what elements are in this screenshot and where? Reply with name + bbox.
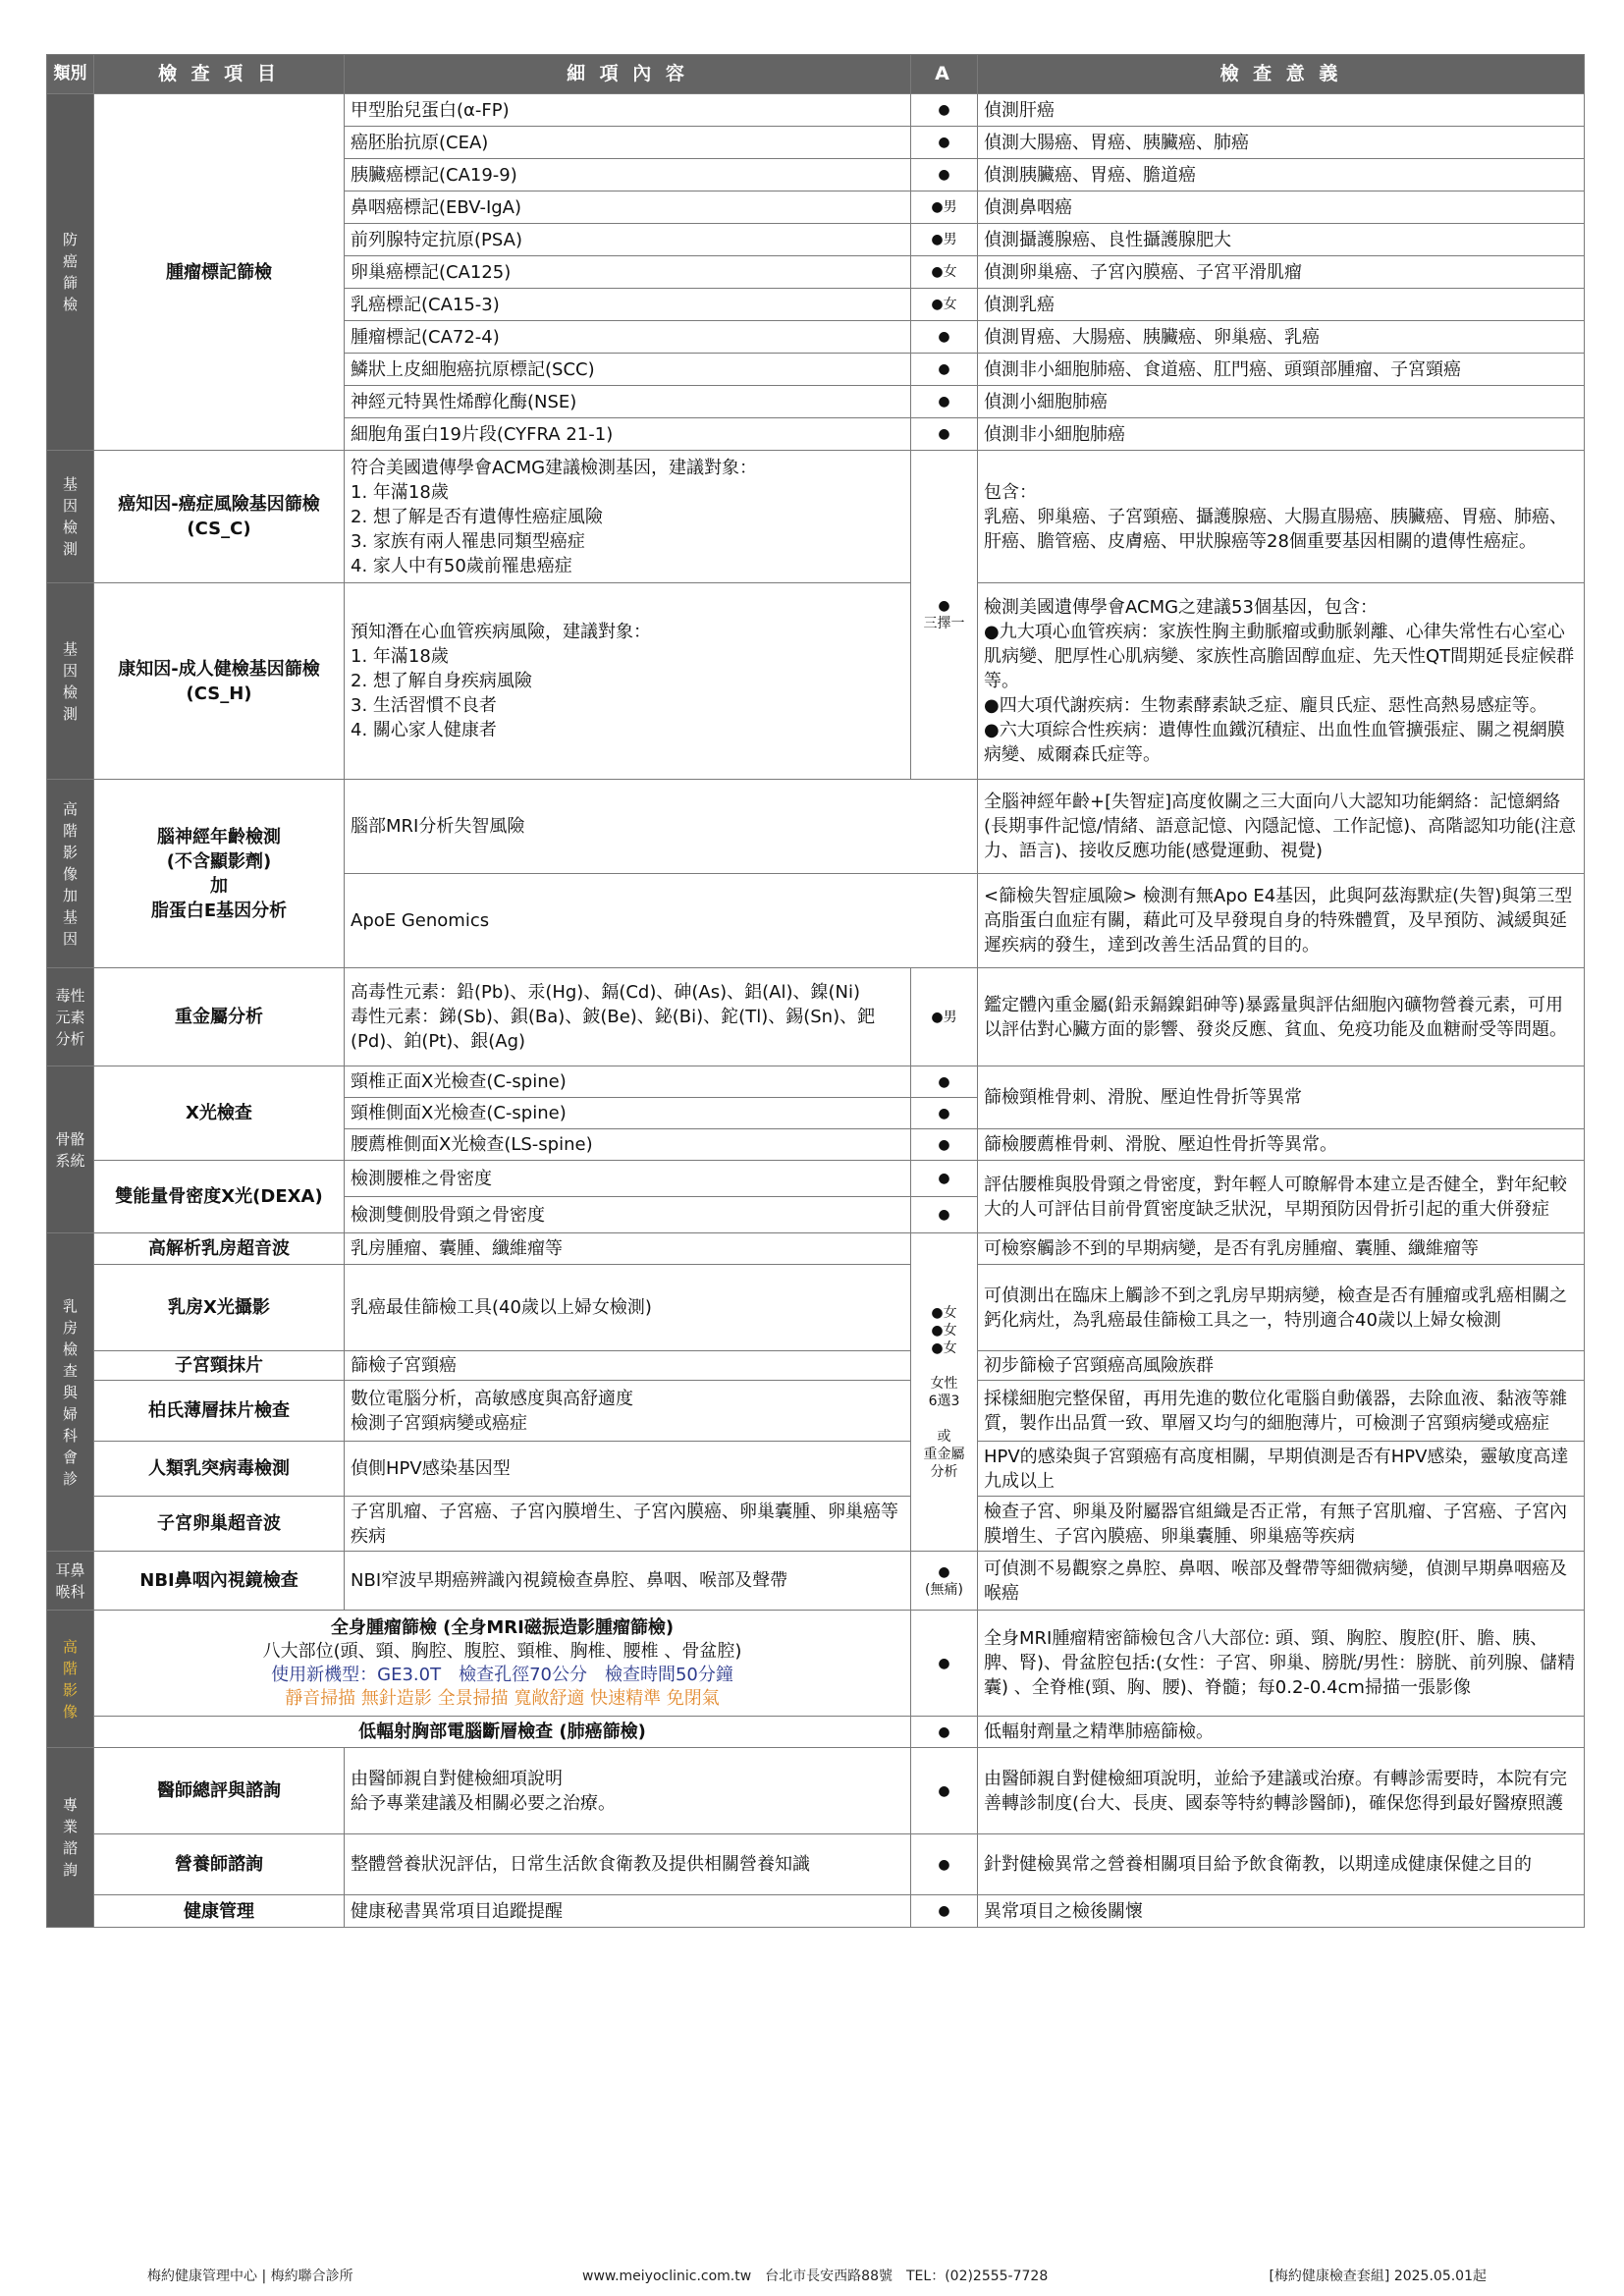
category-advanced-imaging-gene: 高 階 影 像 加 基 因 xyxy=(47,780,94,968)
purpose-cell: 可偵測出在臨床上觸診不到之乳房早期病變，檢查是否有腫瘤或乳癌相關之鈣化病灶，為乳癌最佳篩檢工具之一，特別適合40歲以上婦女檢測 xyxy=(978,1265,1585,1351)
a-cell: ●女 xyxy=(911,256,978,289)
a-cell: ● xyxy=(911,418,978,451)
table-row xyxy=(47,780,1585,874)
purpose-cell: 偵測大腸癌、胃癌、胰臟癌、肺癌 xyxy=(978,127,1585,159)
table-row xyxy=(47,1066,1585,1098)
detail-cell: 神經元特異性烯醇化酶(NSE) xyxy=(345,386,911,418)
header-row xyxy=(47,55,1585,94)
item-xray: X光檢查 xyxy=(94,1066,345,1161)
table-row xyxy=(47,1265,1585,1351)
full-body-mri-l3: 使用新機型：GE3.0T 檢查孔徑70公分 檢查時間50分鐘 xyxy=(271,1664,733,1685)
table-row xyxy=(47,1497,1585,1552)
category-ent: 耳鼻 喉科 xyxy=(47,1552,94,1611)
checkup-sheet xyxy=(46,54,1584,1928)
footer-right: [梅約健康檢查套組] 2025.05.01起 xyxy=(1269,2269,1487,2284)
purpose-cell: 初步篩檢子宮頸癌高風險族群 xyxy=(978,1351,1585,1381)
detail-cell: 整體營養狀況評估，日常生活飲食衛教及提供相關營養知識 xyxy=(345,1834,911,1895)
purpose-cell: 篩檢腰薦椎骨刺、滑脫、壓迫性骨折等異常。 xyxy=(978,1129,1585,1161)
table-row xyxy=(47,968,1585,1066)
item-tumor-markers: 腫瘤標記篩檢 xyxy=(94,94,345,451)
purpose-cell: HPV的感染與子宮頸癌有高度相關，早期偵測是否有HPV感染，靈敏度高達九成以上 xyxy=(978,1442,1585,1497)
purpose-cell: 由醫師親自對健檢細項說明，並給予建議或治療。有轉診需要時，本院有完善轉診制度(台大、長庚、國泰等特約轉診醫師)，確保您得到最好醫療照護 xyxy=(978,1748,1585,1834)
purpose-cell: 偵測小細胞肺癌 xyxy=(978,386,1585,418)
table-row xyxy=(47,1834,1585,1895)
purpose-cell: 檢測美國遺傳學會ACMG之建議53個基因，包含： ●九大項心血管疾病：家族性胸主動脈瘤或動脈剝離、心律失常性右心室心肌病變、肥厚性心肌病變、家族性高膽固醇血症、先天性QT間期延長症候群等。 ●四大項代謝疾病：生物素酵素缺乏症、龐貝氏症、惡性高熱易感症等。 ●六大項綜合性疾病：遺傳性血鐵沉積症、出血性血管擴張症、關之視網膜病變、威爾森氏症等。 xyxy=(978,583,1585,780)
full-body-mri-cell xyxy=(94,1611,911,1717)
header-a: A xyxy=(911,55,978,94)
purpose-cell: 偵測胃癌、大腸癌、胰臟癌、卵巢癌、乳癌 xyxy=(978,321,1585,354)
a-cell: ● xyxy=(911,354,978,386)
detail-cell: 腦部MRI分析失智風險 xyxy=(345,780,978,874)
table-row xyxy=(47,583,1585,780)
purpose-cell: 偵測肝癌 xyxy=(978,94,1585,127)
category-advanced-imaging: 高 階 影 像 xyxy=(47,1611,94,1748)
category-gene-test-1: 基 因 檢 測 xyxy=(47,451,94,583)
a-cell: ● xyxy=(911,1895,978,1928)
detail-cell: 符合美國遺傳學會ACMG建議檢測基因，建議對象： 1. 年滿18歲 2. 想了解是否有遺傳性癌症風險 3. 家族有兩人罹患同類型癌症 4. 家人中有50歲前罹患癌症 xyxy=(345,451,911,583)
detail-cell: 頸椎正面X光檢查(C-spine) xyxy=(345,1066,911,1098)
table-row xyxy=(47,1717,1585,1748)
a-cell: ● xyxy=(911,1129,978,1161)
a-cell: ● xyxy=(911,386,978,418)
category-consultation: 專 業 諮 詢 xyxy=(47,1748,94,1928)
detail-cell: 數位電腦分析，高敏感度與高舒適度 檢測子宮頸病變或癌症 xyxy=(345,1381,911,1442)
detail-cell: 卵巢癌標記(CA125) xyxy=(345,256,911,289)
a-cell: ● xyxy=(911,1748,978,1834)
item-cell: 醫師總評與諮詢 xyxy=(94,1748,345,1834)
detail-cell: 篩檢子宮頸癌 xyxy=(345,1351,911,1381)
a-cell: ● xyxy=(911,321,978,354)
purpose-cell: 偵測乳癌 xyxy=(978,289,1585,321)
detail-cell: 鼻咽癌標記(EBV-IgA) xyxy=(345,191,911,224)
item-cell: 營養師諮詢 xyxy=(94,1834,345,1895)
a-cell: ● xyxy=(911,127,978,159)
detail-cell: 腰薦椎側面X光檢查(LS-spine) xyxy=(345,1129,911,1161)
purpose-cell: <篩檢失智症風險> 檢測有無Apo E4基因，此與阿茲海默症(失智)與第三型高脂蛋白血症有關，藉此可及早發現自身的特殊體質，及早預防、減緩與延遲疾病的發生，達到改善生活品質的目的。 xyxy=(978,874,1585,968)
detail-cell: 檢測雙側股骨頸之骨密度 xyxy=(345,1197,911,1233)
detail-cell: 胰臟癌標記(CA19-9) xyxy=(345,159,911,191)
footer-left: 梅約健康管理中心 | 梅約聯合診所 xyxy=(147,2269,353,2284)
purpose-cell: 可檢察觸診不到的早期病變，是否有乳房腫瘤、囊腫、纖維瘤等 xyxy=(978,1233,1585,1265)
table-row xyxy=(47,1351,1585,1381)
table-row xyxy=(47,1161,1585,1197)
purpose-cell: 偵測卵巢癌、子宮內膜癌、子宮平滑肌瘤 xyxy=(978,256,1585,289)
item-dexa: 雙能量骨密度X光(DEXA) xyxy=(94,1161,345,1233)
category-toxic-elements: 毒性 元素 分析 xyxy=(47,968,94,1066)
item-cs-h: 康知因-成人健檢基因篩檢 (CS_H) xyxy=(94,583,345,780)
a-cell: ● xyxy=(911,159,978,191)
purpose-cell: 針對健檢異常之營養相關項目給予飲食衛教，以期達成健康保健之目的 xyxy=(978,1834,1585,1895)
purpose-cell: 偵測鼻咽癌 xyxy=(978,191,1585,224)
detail-cell: 高毒性元素：鉛(Pb)、汞(Hg)、鎘(Cd)、砷(As)、鋁(Al)、鎳(Ni) 毒性元素：銻(Sb)、鋇(Ba)、鈹(Be)、鉍(Bi)、鉈(Tl)、錫(Sn)、鈀(Pd)、鉑(Pt)、銀(Ag) xyxy=(345,968,911,1066)
item-ldct: 低輻射胸部電腦斷層檢查 (肺癌篩檢) xyxy=(94,1717,911,1748)
item-nbi: NBI鼻咽內視鏡檢查 xyxy=(94,1552,345,1611)
a-gene-choice: ● 三擇一 xyxy=(911,451,978,780)
detail-cell: 乳癌標記(CA15-3) xyxy=(345,289,911,321)
a-cell: ● xyxy=(911,1717,978,1748)
detail-cell: 頸椎側面X光檢查(C-spine) xyxy=(345,1098,911,1129)
table-body xyxy=(47,94,1585,1928)
a-cell: ● xyxy=(911,1197,978,1233)
purpose-cell: 偵測非小細胞肺癌、食道癌、肛門癌、頭頸部腫瘤、子宮頸癌 xyxy=(978,354,1585,386)
a-cell: ● xyxy=(911,1161,978,1197)
purpose-cell: 異常項目之檢後關懷 xyxy=(978,1895,1585,1928)
category-cancer-screening: 防 癌 篩 檢 xyxy=(47,94,94,451)
category-skeletal: 骨骼 系統 xyxy=(47,1066,94,1233)
detail-cell: 乳房腫瘤、囊腫、纖維瘤等 xyxy=(345,1233,911,1265)
purpose-cell: 偵測攝護腺癌、良性攝護腺肥大 xyxy=(978,224,1585,256)
full-body-mri-l4: 靜音掃描 無針造影 全景掃描 寬敞舒適 快速精準 免閉氣 xyxy=(285,1687,720,1709)
table-row xyxy=(47,1611,1585,1717)
a-cell: ●男 xyxy=(911,224,978,256)
table-row xyxy=(47,1233,1585,1265)
item-heavy-metal: 重金屬分析 xyxy=(94,968,345,1066)
item-cell: 人類乳突病毒檢測 xyxy=(94,1442,345,1497)
category-gene-test-2: 基 因 檢 測 xyxy=(47,583,94,780)
header-detail: 細 項 內 容 xyxy=(345,55,911,94)
detail-cell: 癌胚胎抗原(CEA) xyxy=(345,127,911,159)
purpose-cell: 篩檢頸椎骨刺、滑脫、壓迫性骨折等異常 xyxy=(978,1066,1585,1129)
table-row xyxy=(47,1748,1585,1834)
detail-cell: 預知潛在心血管疾病風險，建議對象： 1. 年滿18歲 2. 想了解自身疾病風險 3. 生活習慣不良者 4. 關心家人健康者 xyxy=(345,583,911,780)
purpose-cell: 鑑定體內重金屬(鉛汞鎘鎳鋁砷等)暴露量與評估細胞內礦物營養元素，可用以評估對心臟方面的影響、發炎反應、貧血、免疫功能及血糖耐受等問題。 xyxy=(978,968,1585,1066)
item-cell: 高解析乳房超音波 xyxy=(94,1233,345,1265)
detail-cell: 前列腺特定抗原(PSA) xyxy=(345,224,911,256)
table-row xyxy=(47,1442,1585,1497)
detail-cell: 腫瘤標記(CA72-4) xyxy=(345,321,911,354)
a-cell: ● xyxy=(911,1066,978,1098)
checkup-table xyxy=(46,54,1585,1928)
table-row xyxy=(47,94,1585,127)
item-brain-age: 腦神經年齡檢測 (不含顯影劑) 加 脂蛋白E基因分析 xyxy=(94,780,345,968)
header-purpose: 檢 查 意 義 xyxy=(978,55,1585,94)
a-cell: ● xyxy=(911,1834,978,1895)
detail-cell: 健康秘書異常項目追蹤提醒 xyxy=(345,1895,911,1928)
detail-cell: ApoE Genomics xyxy=(345,874,978,968)
purpose-cell: 評估腰椎與股骨頸之骨密度，對年輕人可瞭解骨本建立是否健全，對年紀較大的人可評估目前骨質密度缺乏狀況，早期預防因骨折引起的重大併發症 xyxy=(978,1161,1585,1233)
full-body-mri-l2: 八大部位(頭、頸、胸腔、腹腔、頸椎、胸椎、腰椎 、骨盆腔) xyxy=(262,1640,742,1662)
detail-cell: 檢測腰椎之骨密度 xyxy=(345,1161,911,1197)
purpose-cell: 低輻射劑量之精準肺癌篩檢。 xyxy=(978,1717,1585,1748)
table-row xyxy=(47,451,1585,583)
item-cell: 柏氏薄層抹片檢查 xyxy=(94,1381,345,1442)
full-body-mri-l1: 全身腫瘤篩檢 (全身MRI磁振造影腫瘤篩檢) xyxy=(330,1616,675,1638)
purpose-cell: 全腦神經年齡+[失智症]高度攸關之三大面向八大認知功能網絡：記憶網絡(長期事件記憶/情緒、語意記憶、內隱記憶、工作記憶)、高階認知功能(注意力、語言)、接收反應功能(感覺運動、視覺) xyxy=(978,780,1585,874)
purpose-cell: 偵測胰臟癌、胃癌、膽道癌 xyxy=(978,159,1585,191)
item-cell: 乳房X光攝影 xyxy=(94,1265,345,1351)
item-cell: 子宮卵巢超音波 xyxy=(94,1497,345,1552)
category-breast-gyn: 乳 房 檢 查 與 婦 科 會 診 xyxy=(47,1233,94,1552)
detail-cell: 偵側HPV感染基因型 xyxy=(345,1442,911,1497)
item-cell: 子宮頸抹片 xyxy=(94,1351,345,1381)
a-cell: ●男 xyxy=(911,968,978,1066)
header-category: 類別 xyxy=(47,55,94,94)
item-cell: 健康管理 xyxy=(94,1895,345,1928)
purpose-cell: 偵測非小細胞肺癌 xyxy=(978,418,1585,451)
purpose-cell: 全身MRI腫瘤精密篩檢包含八大部位: 頭、頸、胸腔、腹腔(肝、膽、胰、脾、腎)、骨盆腔包括:(女性：子宮、卵巢、膀胱/男性：膀胱、前列腺、儲精囊) 、全脊椎(頸、胸、腰)、脊髓；每0.2-0.4cm掃描一張影像 xyxy=(978,1611,1585,1717)
a-breast-choice: ●女 ●女 ●女 女性 6選3 或 重金屬 分析 xyxy=(911,1233,978,1552)
detail-cell: 子宮肌瘤、子宮癌、子宮內膜增生、子宮內膜癌、卵巢囊腫、卵巢癌等疾病 xyxy=(345,1497,911,1552)
a-cell: ● xyxy=(911,1098,978,1129)
item-cs-c: 癌知因-癌症風險基因篩檢 (CS_C) xyxy=(94,451,345,583)
purpose-cell: 包含： 乳癌、卵巢癌、子宮頸癌、攝護腺癌、大腸直腸癌、胰臟癌、胃癌、肺癌、肝癌、膽管癌、皮膚癌、甲狀腺癌等28個重要基因相關的遺傳性癌症。 xyxy=(978,451,1585,583)
detail-cell: 由醫師親自對健檢細項說明 給予專業建議及相關必要之治療。 xyxy=(345,1748,911,1834)
a-cell: ● xyxy=(911,1611,978,1717)
table-row xyxy=(47,1381,1585,1442)
a-cell: ●男 xyxy=(911,191,978,224)
purpose-cell: 檢查子宮、卵巢及附屬器官組織是否正常，有無子宮肌瘤、子宮癌、子宮內膜增生、子宮內膜癌、卵巢囊腫、卵巢癌等疾病 xyxy=(978,1497,1585,1552)
detail-cell: 鱗狀上皮細胞癌抗原標記(SCC) xyxy=(345,354,911,386)
purpose-cell: 採樣細胞完整保留，再用先進的數位化電腦自動儀器，去除血液、黏液等雜質，製作出品質一致、單層又均勻的細胞薄片，可檢測子宮頸病變或癌症 xyxy=(978,1381,1585,1442)
footer-center: www.meiyoclinic.com.tw 台北市長安西路88號 TEL：(02)2555-7728 xyxy=(582,2269,1049,2284)
header-item: 檢 查 項 目 xyxy=(94,55,345,94)
detail-cell: 甲型胎兒蛋白(α-FP) xyxy=(345,94,911,127)
a-cell: ●女 xyxy=(911,289,978,321)
detail-cell: 細胞角蛋白19片段(CYFRA 21-1) xyxy=(345,418,911,451)
table-row xyxy=(47,1895,1585,1928)
detail-cell: 乳癌最佳篩檢工具(40歲以上婦女檢測) xyxy=(345,1265,911,1351)
a-cell: ● xyxy=(911,94,978,127)
purpose-cell: 可偵測不易觀察之鼻腔、鼻咽、喉部及聲帶等細微病變，偵測早期鼻咽癌及喉癌 xyxy=(978,1552,1585,1611)
detail-cell: NBI窄波早期癌辨識內視鏡檢查鼻腔、鼻咽、喉部及聲帶 xyxy=(345,1552,911,1611)
table-row xyxy=(47,1552,1585,1611)
a-cell: ● (無痛) xyxy=(911,1552,978,1611)
